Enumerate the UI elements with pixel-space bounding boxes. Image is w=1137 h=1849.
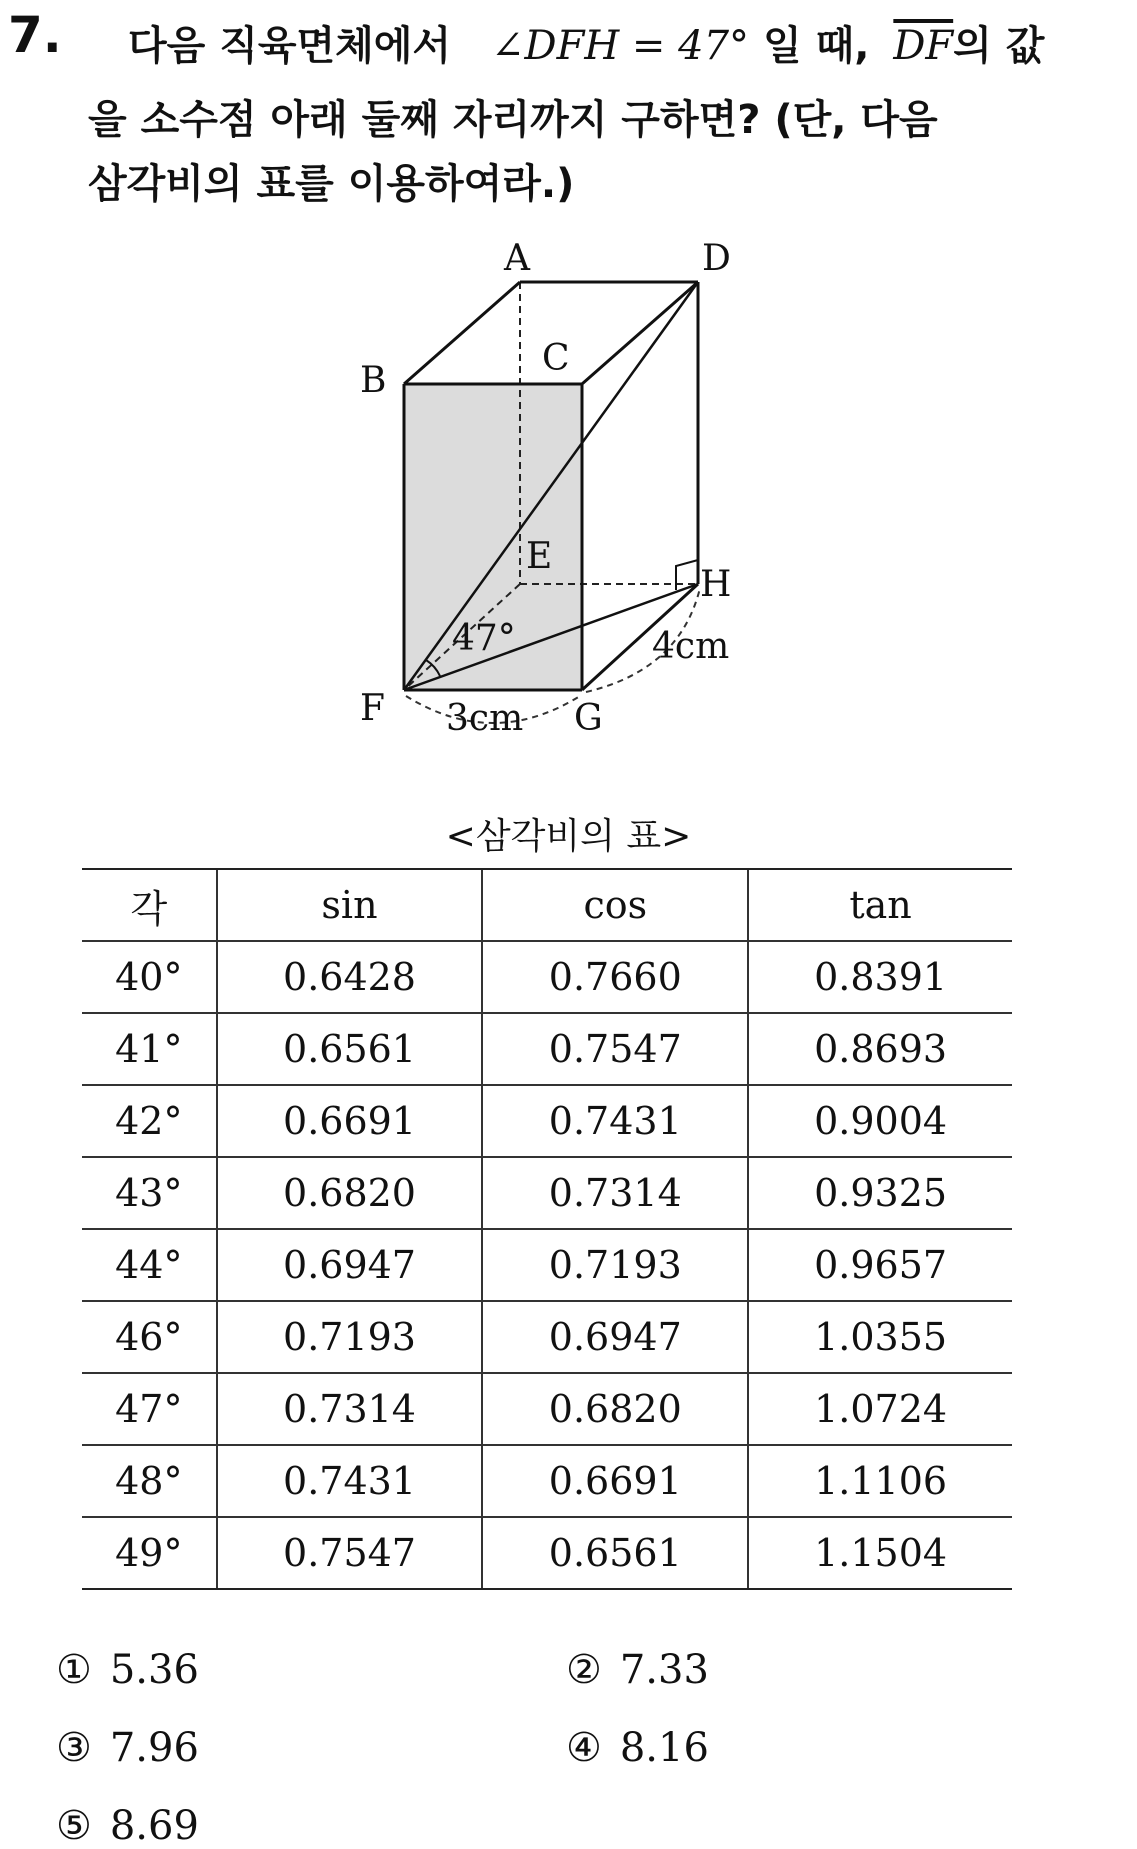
table-row <box>82 1517 1012 1589</box>
choice-value: 7.96 <box>109 1725 199 1771</box>
cell-angle: 40° <box>82 941 217 1013</box>
trig-table <box>82 868 1012 1590</box>
table-row <box>82 1229 1012 1301</box>
cell-sin: 0.7431 <box>217 1445 483 1517</box>
choice-mark: ⑤ <box>56 1803 92 1849</box>
cell-sin: 0.6561 <box>217 1013 483 1085</box>
table-row <box>82 1085 1012 1157</box>
choice-3[interactable] <box>56 1725 199 1771</box>
table-row <box>82 1157 1012 1229</box>
cell-angle: 42° <box>82 1085 217 1157</box>
cell-cos: 0.6947 <box>482 1301 748 1373</box>
angle-label: 47° <box>452 618 516 659</box>
choice-mark: ① <box>56 1647 92 1693</box>
table-row <box>82 941 1012 1013</box>
length-label-fg: 3cm <box>446 698 524 739</box>
cell-tan: 1.0724 <box>748 1373 1012 1445</box>
choice-value: 8.69 <box>109 1803 199 1849</box>
vertex-label-c: C <box>542 338 570 379</box>
cell-sin: 0.6947 <box>217 1229 483 1301</box>
cell-angle: 41° <box>82 1013 217 1085</box>
cell-tan: 0.9004 <box>748 1085 1012 1157</box>
cell-angle: 49° <box>82 1517 217 1589</box>
table-row <box>82 1373 1012 1445</box>
cell-cos: 0.7193 <box>482 1229 748 1301</box>
cell-tan: 0.9657 <box>748 1229 1012 1301</box>
cell-angle: 43° <box>82 1157 217 1229</box>
cell-sin: 0.6428 <box>217 941 483 1013</box>
cell-cos: 0.6820 <box>482 1373 748 1445</box>
header-tan: tan <box>748 869 1012 941</box>
question-text-value: 의 값 <box>953 23 1045 69</box>
question-line-2: 을 소수점 아래 둘째 자리까지 구하면? (단, 다음 <box>88 97 938 143</box>
cell-tan: 0.8693 <box>748 1013 1012 1085</box>
choice-mark: ③ <box>56 1725 92 1771</box>
edge-ab <box>404 282 520 384</box>
header-cos: cos <box>482 869 748 941</box>
cell-cos: 0.6561 <box>482 1517 748 1589</box>
choice-value: 8.16 <box>619 1725 709 1771</box>
cell-sin: 0.6820 <box>217 1157 483 1229</box>
choice-value: 5.36 <box>109 1647 199 1693</box>
cell-tan: 1.0355 <box>748 1301 1012 1373</box>
header-angle: 각 <box>82 869 217 941</box>
edge-dc <box>582 282 698 384</box>
table-row <box>82 1445 1012 1517</box>
vertex-label-b: B <box>360 360 387 401</box>
choice-mark: ④ <box>566 1725 602 1771</box>
question-line-3: 삼각비의 표를 이용하여라.) <box>88 161 575 207</box>
vertex-label-d: D <box>702 238 731 279</box>
angle-expression: ∠DFH = 47° <box>490 23 750 69</box>
choice-5[interactable] <box>56 1803 199 1849</box>
cell-cos: 0.7431 <box>482 1085 748 1157</box>
cell-cos: 0.7660 <box>482 941 748 1013</box>
choice-mark: ② <box>566 1647 602 1693</box>
question-line-1 <box>128 14 1044 71</box>
cuboid-figure <box>330 225 780 745</box>
header-sin: sin <box>217 869 483 941</box>
cell-tan: 0.9325 <box>748 1157 1012 1229</box>
choice-2[interactable] <box>566 1647 709 1693</box>
cell-tan: 1.1106 <box>748 1445 1012 1517</box>
cell-cos: 0.7547 <box>482 1013 748 1085</box>
question-text-start: 다음 직육면체에서 <box>128 23 452 69</box>
choice-4[interactable] <box>566 1725 709 1771</box>
length-label-gh: 4cm <box>652 626 730 667</box>
question-number: 7. <box>8 6 62 64</box>
cell-sin: 0.7547 <box>217 1517 483 1589</box>
segment-df: $\overline{DF}$ <box>893 23 954 69</box>
cell-angle: 48° <box>82 1445 217 1517</box>
cell-angle: 46° <box>82 1301 217 1373</box>
vertex-label-e: E <box>526 536 553 577</box>
choice-value: 7.33 <box>619 1647 709 1693</box>
vertex-label-f: F <box>360 688 385 729</box>
cell-sin: 0.7193 <box>217 1301 483 1373</box>
cell-angle: 47° <box>82 1373 217 1445</box>
cell-cos: 0.7314 <box>482 1157 748 1229</box>
table-row <box>82 1301 1012 1373</box>
choice-1[interactable] <box>56 1647 199 1693</box>
table-header-row <box>82 869 1012 941</box>
cell-cos: 0.6691 <box>482 1445 748 1517</box>
table-row <box>82 1013 1012 1085</box>
table-title: <삼각비의 표> <box>445 816 692 857</box>
cell-angle: 44° <box>82 1229 217 1301</box>
cell-sin: 0.6691 <box>217 1085 483 1157</box>
vertex-label-h: H <box>700 564 732 605</box>
vertex-label-a: A <box>504 238 530 279</box>
cell-sin: 0.7314 <box>217 1373 483 1445</box>
cell-tan: 0.8391 <box>748 941 1012 1013</box>
cell-tan: 1.1504 <box>748 1517 1012 1589</box>
vertex-label-g: G <box>574 698 603 739</box>
question-text-when: 일 때, <box>763 23 870 69</box>
